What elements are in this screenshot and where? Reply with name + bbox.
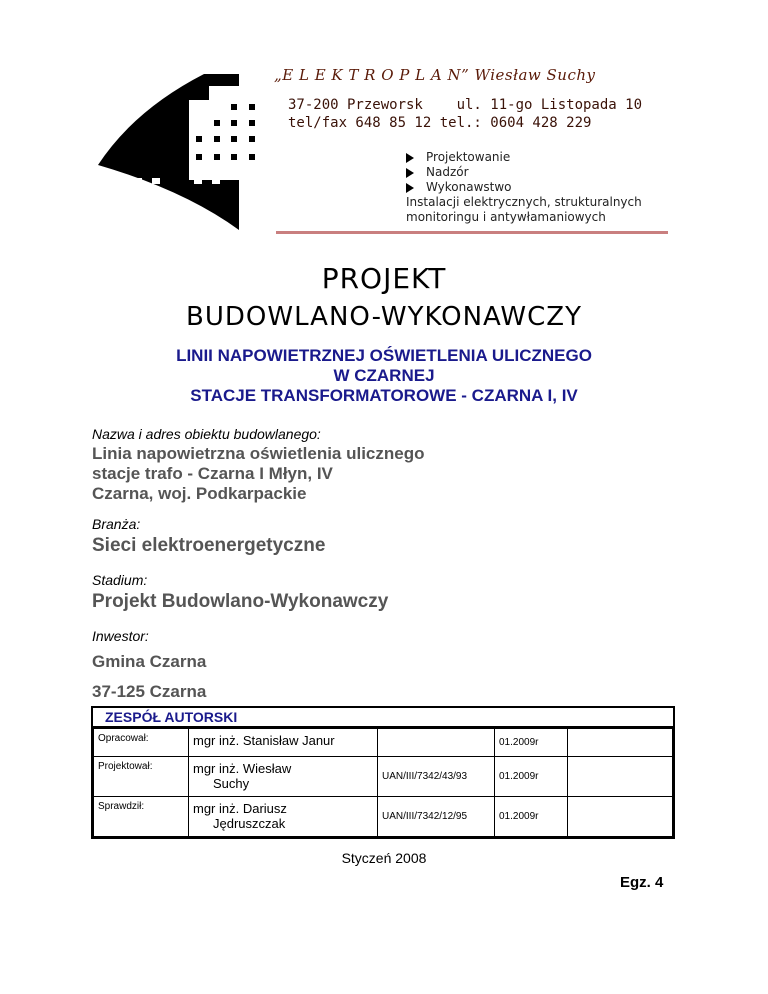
investor-value: Gmina Czarna	[92, 652, 207, 671]
signature-cell	[568, 797, 673, 837]
object-label: Nazwa i adres obiektu budowlanego:	[92, 426, 321, 442]
authors-table	[91, 706, 675, 839]
document-date: Styczeń 2008	[341, 850, 427, 866]
project-subtitle: LINII NAPOWIETRZNEJ OŚWIETLENIA ULICZNEGO W CZARNEJ STACJE TRANSFORMATOROWE - CZARNA I, IV	[176, 346, 592, 405]
investor-postal: 37-125 Czarna	[92, 682, 207, 701]
service-item: Projektowanie	[406, 150, 666, 165]
stage-value: Projekt Budowlano-Wykonawczy	[92, 591, 389, 612]
name-cell: mgr inż. Dariusz Jędruszczak	[189, 797, 378, 837]
investor-label: Inwestor:	[92, 628, 149, 644]
address-line-2: tel/fax 648 85 12 tel.: 0604 428 229	[288, 115, 592, 131]
table-row	[94, 757, 673, 797]
name-cell: mgr inż. Wiesław Suchy	[189, 757, 378, 797]
table-row	[94, 797, 673, 837]
company-address	[288, 96, 642, 132]
service-item: Nadzór	[406, 165, 666, 180]
arrow-bullet-icon	[406, 168, 414, 178]
authors-heading: ZESPÓŁ AUTORSKI	[93, 708, 673, 728]
branch-value: Sieci elektroenergetyczne	[92, 535, 326, 556]
header-divider	[276, 231, 668, 234]
object-value: Linia napowietrzna oświetlenia ulicznego stacje trafo - Czarna I Młyn, IV Czarna, woj. Podkarpackie	[92, 444, 425, 503]
role-cell: Opracował:	[94, 729, 189, 757]
signature-cell	[568, 729, 673, 757]
signature-cell	[568, 757, 673, 797]
stage-label: Stadium:	[92, 572, 148, 588]
date-cell: 01.2009r	[495, 797, 568, 837]
project-title: PROJEKT	[321, 262, 447, 295]
date-cell: 01.2009r	[495, 729, 568, 757]
license-cell: UAN/III/7342/43/93	[378, 757, 495, 797]
license-cell: UAN/III/7342/12/95	[378, 797, 495, 837]
arrow-bullet-icon	[406, 153, 414, 163]
services-description: Instalacji elektrycznych, strukturalnych monitoringu i antywłamaniowych	[406, 195, 642, 224]
services-list	[406, 150, 666, 225]
company-logo	[94, 70, 284, 230]
role-cell: Projektował:	[94, 757, 189, 797]
role-cell: Sprawdził:	[94, 797, 189, 837]
project-type: BUDOWLANO-WYKONAWCZY	[186, 302, 582, 332]
table-row	[94, 729, 673, 757]
copy-number: Egz. 4	[620, 874, 664, 891]
company-name: „E L E K T R O P L A N” Wiesław Suchy	[274, 66, 596, 84]
arrow-bullet-icon	[406, 183, 414, 193]
address-line-1: 37-200 Przeworsk ul. 11-go Listopada 10	[288, 97, 643, 113]
service-item: Wykonawstwo	[406, 180, 666, 195]
branch-label: Branża:	[92, 516, 141, 532]
date-cell: 01.2009r	[495, 757, 568, 797]
license-cell	[378, 729, 495, 757]
name-cell: mgr inż. Stanisław Janur	[189, 729, 378, 757]
